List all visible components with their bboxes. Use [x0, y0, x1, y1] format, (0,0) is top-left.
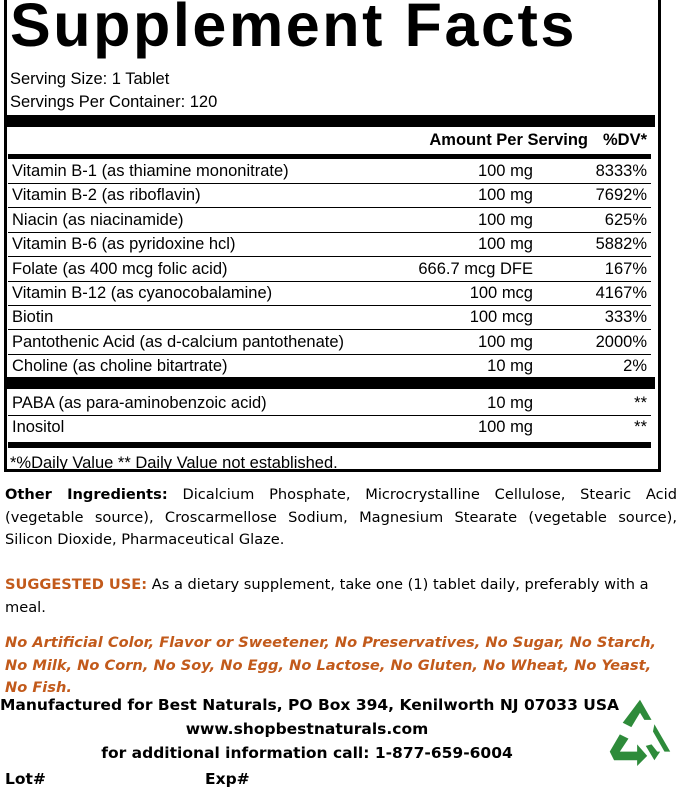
- suggested-use-text: As a dietary supplement, take one (1) tablet daily, preferably with a meal.: [5, 576, 649, 616]
- nutrient-name: Vitamin B-6 (as pyridoxine hcl): [12, 235, 236, 254]
- dv-footnote: *%Daily Value ** Daily Value not established.: [10, 454, 338, 472]
- servings-per-container: Servings Per Container: 120: [10, 93, 218, 111]
- other-ingredients: [5, 484, 677, 552]
- suggested-use-label: SUGGESTED USE:: [5, 576, 148, 593]
- thick-divider-middle: [4, 377, 655, 389]
- nutrient-name: Vitamin B-1 (as thiamine mononitrate): [12, 162, 289, 180]
- nutrient-dv: 167%: [604, 259, 647, 278]
- thick-divider-top: [4, 115, 655, 127]
- table-row: [8, 330, 651, 354]
- nutrient-amount: 100 mg: [477, 162, 533, 180]
- table-row: [8, 208, 651, 232]
- nutrient-dv: 625%: [604, 210, 647, 229]
- nutrient-amount: 100 mg: [477, 235, 533, 254]
- other-ingredients-text: Dicalcium Phosphate, Microcrystalline Cellulose, Stearic Acid (vegetable source), Croscarmellose Sodium, Magnesium Stearate (vegetable source), Silicon Dioxide, Pharmaceutical Glaze.: [5, 486, 677, 548]
- nutrient-dv: 333%: [604, 308, 647, 327]
- nutrient-dv: 8333%: [595, 162, 647, 180]
- table-row: [8, 415, 651, 439]
- nutrient-name: Niacin (as niacinamide): [12, 210, 184, 229]
- thick-divider-bottom: [8, 442, 651, 448]
- nutrient-name: Pantothenic Acid (as d-calcium pantothenate): [12, 332, 345, 351]
- table-row: [8, 232, 651, 256]
- nutrient-amount: 100 mg: [477, 186, 533, 205]
- table-row: [8, 391, 651, 415]
- nutrient-dv: **: [634, 394, 647, 412]
- nutrient-dv: 2%: [623, 357, 647, 376]
- nutrient-name: Choline (as choline bitartrate): [12, 357, 228, 376]
- lot-label: Lot#: [5, 770, 46, 788]
- nutrient-amount: 100 mg: [477, 332, 533, 351]
- nutrient-name: Vitamin B-2 (as riboflavin): [12, 186, 201, 205]
- nutrient-amount: 666.7 mcg DFE: [418, 259, 533, 278]
- recycle-icon: [604, 694, 676, 766]
- dv-header: %DV*: [602, 131, 647, 149]
- table-row: [8, 257, 651, 281]
- exp-label: Exp#: [205, 770, 250, 788]
- table-row: [8, 305, 651, 329]
- nutrient-amount: 100 mg: [477, 210, 533, 229]
- nutrient-amount: 100 mcg: [469, 308, 533, 327]
- nutrient-dv: 5882%: [595, 235, 647, 254]
- suggested-use: [5, 574, 677, 619]
- other-ingredients-label: Other Ingredients:: [5, 486, 168, 503]
- nutrient-dv: **: [634, 418, 647, 437]
- serving-size: Serving Size: 1 Tablet: [10, 70, 170, 88]
- nutrient-dv: 2000%: [595, 332, 647, 351]
- nutrient-name: PABA (as para-aminobenzoic acid): [12, 394, 267, 412]
- nutrient-amount: 100 mg: [477, 418, 533, 437]
- nutrient-name: Vitamin B-12 (as cyanocobalamine): [12, 284, 273, 302]
- nutrient-name: Folate (as 400 mcg folic acid): [12, 259, 228, 278]
- nutrient-dv: 4167%: [595, 284, 647, 302]
- nutrient-amount: 100 mcg: [469, 284, 533, 302]
- website: www.shopbestnaturals.com: [185, 720, 429, 738]
- nutrient-amount: 10 mg: [487, 357, 533, 376]
- table-row: [8, 159, 651, 183]
- panel-title: Supplement Facts: [10, 0, 577, 59]
- table-row: [8, 183, 651, 207]
- table-row: [8, 281, 651, 305]
- nutrient-amount: 10 mg: [487, 394, 533, 412]
- nutrient-name: Biotin: [12, 308, 54, 327]
- nutrient-dv: 7692%: [595, 186, 647, 205]
- phone-line: for additional information call: 1-877-659-6004: [101, 744, 513, 762]
- allergen-statement: No Artificial Color, Flavor or Sweetener, No Preservatives, No Sugar, No Starch, No Milk, No Corn, No Soy, No Egg, No Lactose, No Gluten, No Wheat, No Yeast, No Fish.: [5, 634, 657, 696]
- manufacturer-line: Manufactured for Best Naturals, PO Box 394, Kenilworth NJ 07033 USA: [0, 696, 620, 714]
- amount-header: Amount Per Serving: [429, 131, 588, 149]
- nutrient-name: Inositol: [12, 418, 65, 437]
- table-row: [8, 354, 651, 378]
- table-header: [8, 131, 651, 153]
